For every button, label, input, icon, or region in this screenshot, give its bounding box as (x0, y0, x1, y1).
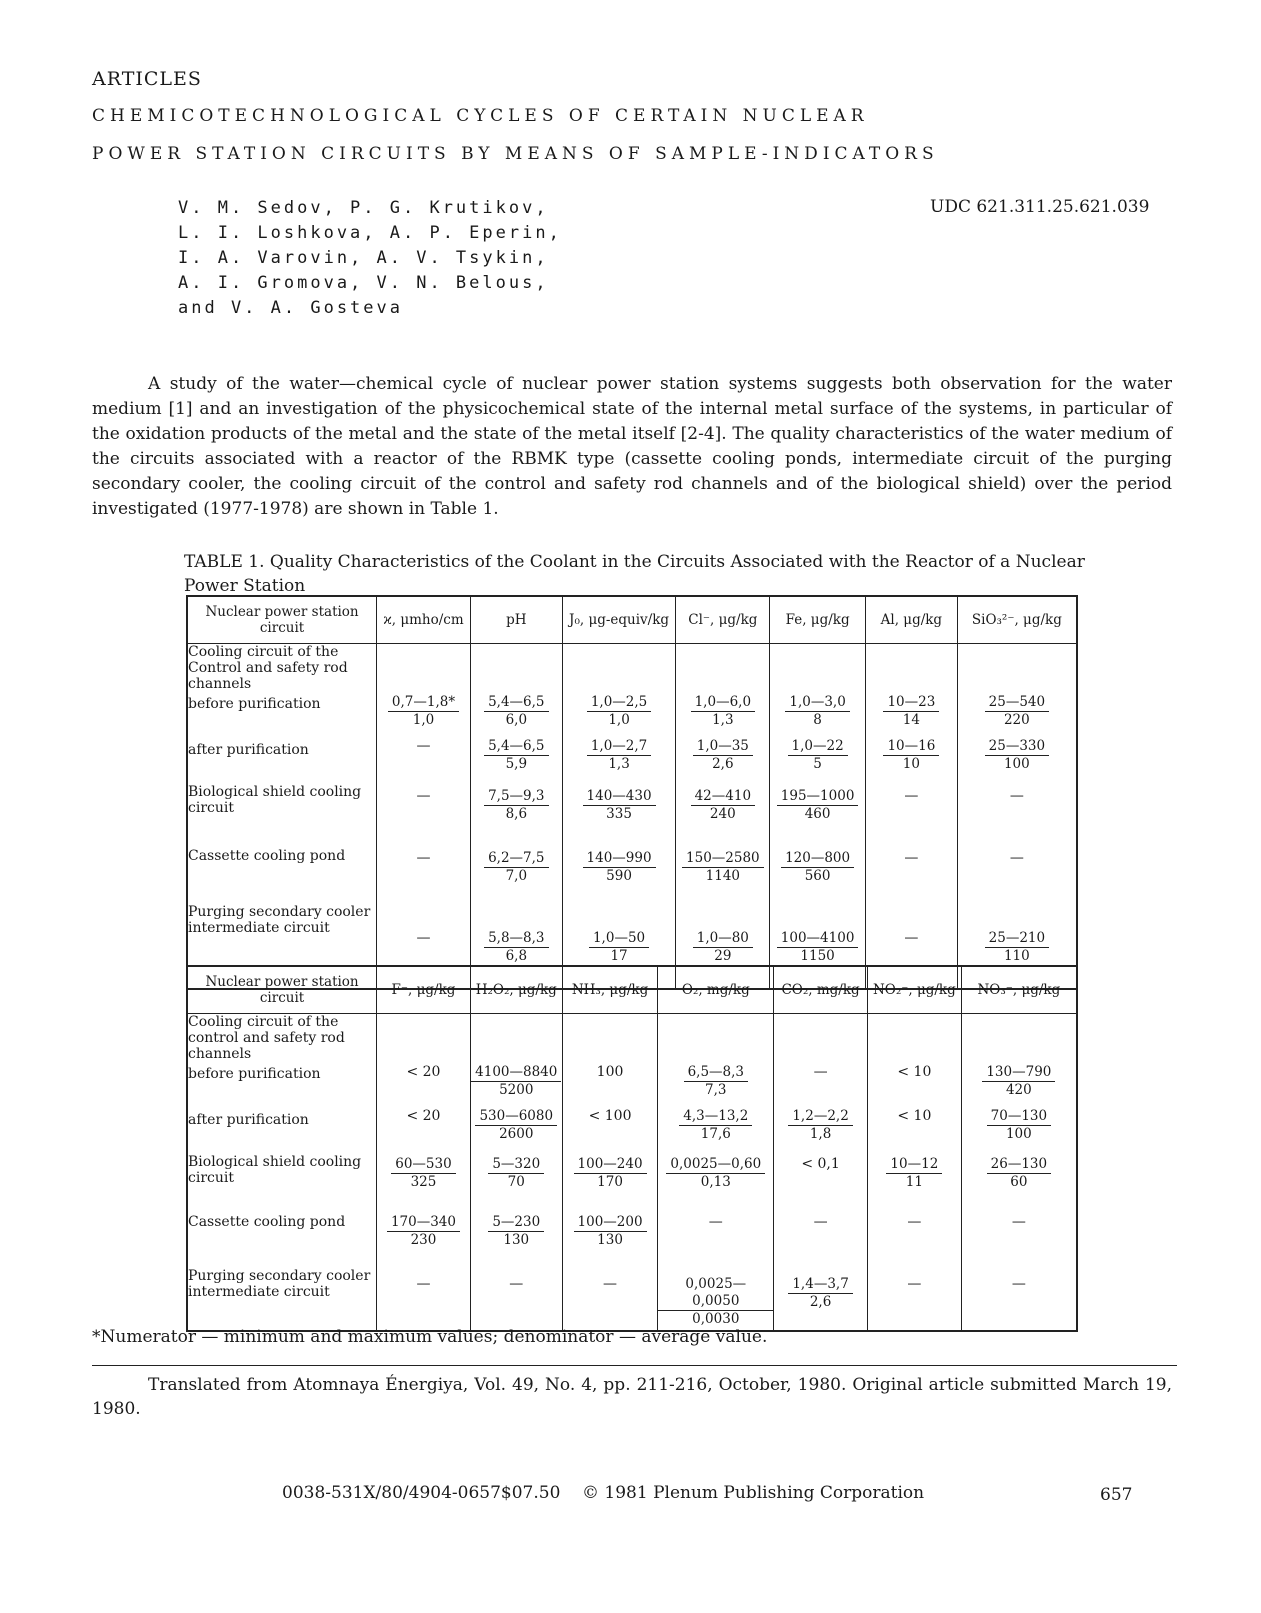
fraction-denominator: 5,9 (505, 756, 528, 772)
fraction-denominator: 1,8 (809, 1126, 832, 1142)
empty-dash: — (416, 738, 431, 754)
fraction-numerator: 100—240 (574, 1156, 647, 1174)
translation-note (92, 1373, 1172, 1421)
fraction-numerator: 25—330 (985, 738, 1049, 756)
cell-value: < 20 (406, 1108, 441, 1124)
fraction-value (475, 1108, 557, 1143)
table-cell (676, 782, 770, 844)
fraction-value (587, 738, 651, 773)
fraction-numerator: 0,7—1,8* (388, 694, 459, 712)
table-row (187, 1152, 1077, 1210)
table-cell (562, 844, 676, 900)
fraction-denominator: 17 (610, 948, 628, 964)
table-cell (867, 1062, 961, 1106)
fraction-value (777, 788, 859, 823)
table-cell (470, 1266, 562, 1331)
table-cell (774, 1152, 868, 1210)
fraction-value (484, 694, 548, 729)
fraction-numerator: 100—200 (574, 1214, 647, 1232)
table-cell (377, 1210, 471, 1266)
header-circuit: Nuclear power station circuit (187, 966, 377, 1014)
table-cell (867, 1152, 961, 1210)
header-circuit: Nuclear power station circuit (187, 596, 377, 644)
fraction-denominator: 1150 (800, 948, 835, 964)
fraction-value (987, 1156, 1051, 1191)
fraction-numerator: 1,0—2,7 (587, 738, 651, 756)
fraction-numerator: 120—800 (781, 850, 854, 868)
row-label: Cassette cooling pond (187, 1210, 377, 1266)
table-footnote: *Numerator — minimum and maximum values; denominator — average value. (92, 1327, 768, 1347)
fraction-numerator: 6,2—7,5 (484, 850, 548, 868)
article-title-line-1: CHEMICOTECHNOLOGICAL CYCLES OF CERTAIN NUCLEAR (92, 106, 869, 126)
fraction-numerator: 1,2—2,2 (788, 1108, 852, 1126)
column-header: F⁻, μg/kg (377, 966, 471, 1014)
fraction-denominator: 2600 (499, 1126, 534, 1142)
table-cell (470, 782, 562, 844)
footnote-divider (92, 1365, 1177, 1366)
table-header-row (187, 596, 1077, 644)
table-cell (865, 844, 957, 900)
table-cell (676, 736, 770, 782)
fraction-value (982, 1064, 1055, 1099)
fraction-denominator: 6,0 (505, 712, 528, 728)
empty-dash: — (509, 1276, 524, 1292)
table-row (187, 1106, 1077, 1152)
table-cell (774, 1266, 868, 1331)
fraction-denominator: 2,6 (809, 1294, 832, 1310)
fraction-value (785, 694, 849, 729)
fraction-numerator: 4,3—13,2 (679, 1108, 752, 1126)
table-cell (658, 1062, 774, 1106)
fraction-denominator: 1,3 (608, 756, 630, 772)
fraction-numerator: 1,0—22 (788, 738, 848, 756)
fraction-value (484, 738, 548, 773)
table-header-row (187, 966, 1077, 1014)
table-cell (470, 1210, 562, 1266)
table-cell (961, 1062, 1077, 1106)
fraction-value (391, 1156, 455, 1191)
cell-value: < 0,1 (801, 1156, 840, 1172)
table-cell (377, 1106, 471, 1152)
table-cell (961, 1152, 1077, 1210)
fraction-value (484, 930, 548, 965)
column-header: J₀, μg-equiv/kg (562, 596, 676, 644)
fraction-numerator: 1,0—35 (693, 738, 753, 756)
table-cell (562, 736, 676, 782)
table-cell (865, 782, 957, 844)
empty-dash: — (708, 1214, 723, 1230)
empty-dash: — (1011, 1276, 1026, 1292)
empty-dash: — (1011, 1214, 1026, 1230)
fraction-denominator: 70 (507, 1174, 525, 1190)
fraction-denominator: 170 (597, 1174, 623, 1190)
column-header: Al, μg/kg (865, 596, 957, 644)
table-cell (957, 736, 1077, 782)
fraction-numerator: 1,0—50 (589, 930, 649, 948)
fraction-value (684, 1064, 748, 1099)
fraction-value (484, 850, 548, 885)
column-header: SiO₃²⁻, μg/kg (957, 596, 1077, 644)
article-title-line-2: POWER STATION CIRCUITS BY MEANS OF SAMPLE-INDICATORS (92, 144, 939, 164)
empty-dash: — (904, 930, 919, 946)
fraction-value (484, 788, 548, 823)
fraction-numerator: 10—16 (883, 738, 939, 756)
column-header: ϰ, μmho/cm (377, 596, 471, 644)
table-cell (770, 692, 866, 736)
table-row (187, 692, 1077, 736)
cell-value: < 10 (897, 1108, 932, 1124)
fraction-value (788, 1276, 852, 1311)
table-cell (470, 736, 562, 782)
quality-table-part-1 (186, 595, 1078, 990)
row-label: Purging secondary cooler intermediate circuit (187, 1266, 377, 1331)
fraction-value (574, 1156, 647, 1191)
empty-dash: — (907, 1276, 922, 1292)
fraction-numerator: 7,5—9,3 (484, 788, 548, 806)
fraction-value (488, 1214, 544, 1249)
fraction-denominator: 2,6 (712, 756, 734, 772)
table-cell (658, 1106, 774, 1152)
table-cell (676, 644, 770, 693)
group-row (187, 644, 1077, 693)
table-cell (470, 844, 562, 900)
group-label: Cooling circuit of the Control and safety rod channels (187, 644, 377, 693)
table-cell (562, 782, 676, 844)
table-cell (562, 1062, 658, 1106)
author-line: A. I. Gromova, V. N. Belous, (178, 273, 549, 293)
fraction-numerator: 150—2580 (682, 850, 764, 868)
table-cell (770, 844, 866, 900)
table-cell (658, 1210, 774, 1266)
table-cell (867, 1210, 961, 1266)
cell-value: 100 (596, 1064, 624, 1080)
row-label: after purification (187, 1106, 377, 1152)
table-cell (865, 736, 957, 782)
table-cell (377, 1062, 471, 1106)
fraction-denominator: 100 (1003, 756, 1030, 772)
fraction-denominator: 1,0 (412, 712, 435, 728)
fraction-value (488, 1156, 544, 1191)
fraction-numerator: 5—320 (488, 1156, 544, 1174)
fraction-value (574, 1214, 647, 1249)
fraction-value (693, 738, 753, 773)
row-label: Purging secondary cooler intermediate circuit (187, 900, 377, 989)
table-cell (377, 1266, 471, 1331)
fraction-denominator: 17,6 (700, 1126, 731, 1142)
fraction-denominator: 1,3 (712, 712, 734, 728)
fraction-denominator: 29 (714, 948, 732, 964)
table-cell (377, 844, 471, 900)
fraction-denominator: 0,13 (700, 1174, 731, 1190)
table-cell (377, 736, 471, 782)
table-cell (957, 644, 1077, 693)
fraction-value (777, 930, 859, 965)
table-row (187, 1210, 1077, 1266)
fraction-value (788, 1108, 852, 1143)
empty-dash: — (416, 1276, 431, 1292)
author-list (178, 196, 562, 321)
fraction-denominator: 8 (813, 712, 822, 728)
fraction-denominator: 590 (606, 868, 632, 884)
fraction-denominator: 460 (804, 806, 831, 822)
fraction-numerator: 6,5—8,3 (684, 1064, 748, 1082)
fraction-numerator: 10—23 (883, 694, 939, 712)
fraction-numerator: 1,0—6,0 (691, 694, 755, 712)
table-cell (961, 1210, 1077, 1266)
table-cell (770, 736, 866, 782)
fraction-value (985, 930, 1049, 965)
fraction-value (583, 850, 656, 885)
fraction-denominator: 420 (1005, 1082, 1032, 1098)
fraction-denominator: 10 (902, 756, 920, 772)
fraction-numerator: 1,4—3,7 (788, 1276, 852, 1294)
table-cell (470, 692, 562, 736)
table-cell (562, 1106, 658, 1152)
table-caption: TABLE 1. Quality Characteristics of the Coolant in the Circuits Associated with the Reactor of a Nuclear Power Station (184, 552, 1085, 596)
row-label: Cassette cooling pond (187, 844, 377, 900)
fraction-denominator: 5 (813, 756, 822, 772)
fraction-value (781, 850, 854, 885)
row-label: after purification (187, 736, 377, 782)
empty-dash: — (1009, 850, 1024, 866)
copyright-line: © 1981 Plenum Publishing Corporation (582, 1483, 925, 1503)
table-cell (961, 1106, 1077, 1152)
fraction-numerator: 25—210 (985, 930, 1049, 948)
empty-dash: — (416, 788, 431, 804)
column-header: NO₃⁻, μg/kg (961, 966, 1077, 1014)
column-header: NH₃, μg/kg (562, 966, 658, 1014)
group-label: Cooling circuit of the control and safety rod channels (187, 1014, 377, 1063)
fraction-numerator: 1,0—2,5 (587, 694, 651, 712)
fraction-value (985, 694, 1049, 729)
fraction-value (691, 788, 755, 823)
author-line: L. I. Loshkova, A. P. Eperin, (178, 223, 562, 243)
table-row (187, 844, 1077, 900)
row-label: Biological shield cooling circuit (187, 782, 377, 844)
author-line: and V. A. Gosteva (178, 298, 403, 318)
table-cell (770, 644, 866, 693)
table-cell (562, 692, 676, 736)
table-cell (676, 844, 770, 900)
table-cell (562, 644, 676, 693)
table-row (187, 736, 1077, 782)
fraction-numerator: 5,8—8,3 (484, 930, 548, 948)
fraction-value (883, 694, 939, 729)
fraction-denominator: 130 (597, 1232, 623, 1248)
table-cell (658, 1266, 774, 1331)
fraction-denominator: 5200 (499, 1082, 534, 1098)
fraction-denominator: 11 (905, 1174, 923, 1190)
table-cell (774, 1014, 868, 1063)
table-cell (377, 1014, 471, 1063)
udc-code: UDC 621.311.25.621.039 (930, 197, 1150, 217)
table-cell (562, 1014, 658, 1063)
table-cell (658, 1014, 774, 1063)
column-header: NO₂⁻, μg/kg (867, 966, 961, 1014)
table-cell (377, 1152, 471, 1210)
column-header: Cl⁻, μg/kg (676, 596, 770, 644)
table-cell (865, 644, 957, 693)
table-cell (562, 1266, 658, 1331)
fraction-value (583, 788, 656, 823)
column-header: H₂O₂, μg/kg (470, 966, 562, 1014)
empty-dash: — (416, 930, 431, 946)
fraction-denominator: 14 (902, 712, 920, 728)
table-cell (770, 782, 866, 844)
fraction-denominator: 7,3 (705, 1082, 727, 1098)
fraction-value (886, 1156, 942, 1191)
fraction-denominator: 130 (503, 1232, 530, 1248)
fraction-value (589, 930, 649, 965)
fraction-denominator: 8,6 (505, 806, 528, 822)
fraction-denominator: 560 (804, 868, 831, 884)
table-cell (470, 1014, 562, 1063)
fraction-denominator: 220 (1003, 712, 1030, 728)
empty-dash: — (904, 850, 919, 866)
cell-value: < 100 (588, 1108, 632, 1124)
fraction-denominator: 6,8 (505, 948, 528, 964)
fraction-denominator: 7,0 (505, 868, 528, 884)
table-cell (562, 1152, 658, 1210)
table-cell (470, 1062, 562, 1106)
column-header: pH (470, 596, 562, 644)
section-heading: ARTICLES (92, 68, 202, 90)
empty-dash: — (416, 850, 431, 866)
group-row (187, 1014, 1077, 1063)
column-header: Fe, μg/kg (770, 596, 866, 644)
translation-note-text: Translated from Atomnaya Énergiya, Vol. 49, No. 4, pp. 211-216, October, 1980. Original article submitted March 19, 1980. (92, 1375, 1172, 1419)
author-line: I. A. Varovin, A. V. Tsykin, (178, 248, 549, 268)
empty-dash: — (813, 1214, 828, 1230)
table-cell (470, 1106, 562, 1152)
fraction-value (691, 694, 755, 729)
fraction-denominator: 100 (1005, 1126, 1032, 1142)
fraction-numerator: 195—1000 (777, 788, 859, 806)
fraction-value (666, 1156, 765, 1191)
fraction-value (985, 738, 1049, 773)
abstract-paragraph: A study of the water—chemical cycle of nuclear power station systems suggests both observation for the water medium [1] and an investigation of the physicochemical state of the internal metal surface of the systems, in particular of the oxidation products of the metal and the state of the metal itself [2-4]. The quality characteristics of the water medium of the circuits associated with a reactor of the RBMK type (cassette cooling ponds, intermediate circuit of the purging secondary cooler, the cooling circuit of the control and safety rod channels and of the biological shield) over the period investigated (1977-1978) are shown in Table 1. (92, 374, 1172, 519)
fraction-value (471, 1064, 561, 1099)
table-cell (867, 1106, 961, 1152)
table-cell (658, 1152, 774, 1210)
table-row (187, 1266, 1077, 1331)
cell-value: < 20 (406, 1064, 441, 1080)
fraction-value (587, 694, 651, 729)
article-code: 0038-531X/80/4904-0657$07.50 (282, 1483, 561, 1503)
empty-dash: — (603, 1276, 618, 1292)
fraction-value (987, 1108, 1051, 1143)
quality-table-part-2 (186, 965, 1078, 1332)
fraction-numerator: 170—340 (387, 1214, 460, 1232)
table-cell (957, 692, 1077, 736)
table-cell (961, 1014, 1077, 1063)
fraction-value (387, 1214, 460, 1249)
row-label: before purification (187, 1062, 377, 1106)
fraction-value (679, 1108, 752, 1143)
fraction-value (693, 930, 753, 965)
fraction-denominator: 110 (1003, 948, 1030, 964)
fraction-numerator: 5—230 (488, 1214, 544, 1232)
empty-dash: — (813, 1064, 828, 1080)
fraction-numerator: 140—430 (583, 788, 656, 806)
fraction-denominator: 0,0030 (692, 1311, 740, 1327)
fraction-numerator: 1,0—3,0 (785, 694, 849, 712)
fraction-numerator: 10—12 (886, 1156, 942, 1174)
fraction-denominator: 1140 (705, 868, 740, 884)
fraction-numerator: 100—4100 (777, 930, 859, 948)
table-cell (774, 1210, 868, 1266)
table-cell (470, 1152, 562, 1210)
table-cell (774, 1062, 868, 1106)
table-cell (957, 782, 1077, 844)
table-cell (470, 644, 562, 693)
column-header: CO₂, mg/kg (774, 966, 868, 1014)
fraction-value (788, 738, 848, 773)
table-cell (961, 1266, 1077, 1331)
table-row (187, 1062, 1077, 1106)
fraction-numerator: 0,0025—0,0050 (658, 1276, 773, 1311)
fraction-numerator: 5,4—6,5 (484, 694, 548, 712)
table-cell (867, 1266, 961, 1331)
table-cell (676, 692, 770, 736)
fraction-numerator: 5,4—6,5 (484, 738, 548, 756)
table-cell (867, 1014, 961, 1063)
fraction-value (388, 694, 459, 729)
fraction-denominator: 60 (1010, 1174, 1028, 1190)
fraction-denominator: 240 (709, 806, 736, 822)
fraction-numerator: 25—540 (985, 694, 1049, 712)
table-cell (377, 692, 471, 736)
table-cell (957, 844, 1077, 900)
fraction-numerator: 60—530 (391, 1156, 455, 1174)
table-cell (774, 1106, 868, 1152)
empty-dash: — (904, 788, 919, 804)
fraction-numerator: 70—130 (987, 1108, 1051, 1126)
fraction-numerator: 140—990 (583, 850, 656, 868)
page-number: 657 (1100, 1485, 1133, 1505)
fraction-denominator: 230 (410, 1232, 437, 1248)
fraction-numerator: 42—410 (691, 788, 755, 806)
table-cell (377, 644, 471, 693)
table-cell (865, 692, 957, 736)
table-row (187, 782, 1077, 844)
abstract (92, 372, 1172, 522)
fraction-numerator: 130—790 (982, 1064, 1055, 1082)
fraction-numerator: 4100—8840 (471, 1064, 561, 1082)
column-header: O₂, mg/kg (658, 966, 774, 1014)
table-cell (377, 782, 471, 844)
table-cell (562, 1210, 658, 1266)
fraction-denominator: 325 (410, 1174, 437, 1190)
fraction-denominator: 1,0 (608, 712, 630, 728)
fraction-denominator: 335 (606, 806, 632, 822)
fraction-value (658, 1276, 773, 1328)
fraction-numerator: 0,0025—0,60 (666, 1156, 765, 1174)
fraction-numerator: 530—6080 (475, 1108, 557, 1126)
empty-dash: — (907, 1214, 922, 1230)
cell-value: < 10 (897, 1064, 932, 1080)
row-label: before purification (187, 692, 377, 736)
fraction-value (883, 738, 939, 773)
fraction-numerator: 26—130 (987, 1156, 1051, 1174)
row-label: Biological shield cooling circuit (187, 1152, 377, 1210)
author-line: V. M. Sedov, P. G. Krutikov, (178, 198, 549, 218)
empty-dash: — (1009, 788, 1024, 804)
fraction-value (682, 850, 764, 885)
fraction-numerator: 1,0—80 (693, 930, 753, 948)
